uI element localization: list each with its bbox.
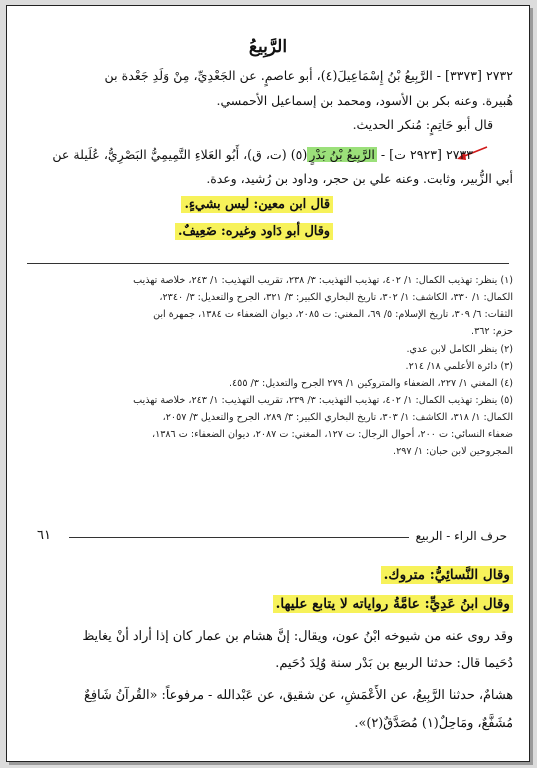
body-line: هشامٌ، حدثنا الرَّبِيعُ، عن الأَعْمَشِ، عن شقيق، عن عَبْدالله - مرفوعاً: «القُرآنُ شَافِعٌ bbox=[84, 688, 513, 703]
footnote-line: حزم: ٣٦٢. bbox=[471, 326, 513, 337]
body-line: وقد روى عنه من شيوخه ابْنُ عون، ويقال: إنَّ هشام بن عمار كان إذا أراد أنْ يغايظ bbox=[82, 629, 513, 644]
entry-2733-line1 bbox=[52, 149, 473, 162]
quote-ibn-adi bbox=[273, 598, 513, 612]
quote-nasai bbox=[381, 569, 513, 583]
footnote-line: الثقات: ٦/ ٣٠٩، تاريخ الإسلام: ٥/ ٦٩، المغني: ت ٢٠٨٥، ديوان الضعفاء ت ١٣٨٤، جمهرة ابن bbox=[153, 309, 513, 320]
entry-2733-line2: أبي الزُّبير، وثابت. وعنه علي بن حجر، وداود بن رُشيد، وعدة. bbox=[206, 171, 513, 186]
footnote-line: (٥) ينظر: تهذيب الكمال: ١/ ٤٠٢، تهذيب التهذيب: ٣/ ٢٣٩، تقريب التهذيب: ١/ ٢٤٣، خلاصة تهذيب bbox=[133, 395, 513, 406]
body-line: مُشَفَّعٌ، ومَاحِلٌ(١) مُصَدَّقٌ(٢)». bbox=[354, 716, 513, 731]
footnote-line: (٢) ينظر الكامل لابن عدي. bbox=[406, 344, 513, 355]
page-header-rule bbox=[69, 537, 409, 538]
highlighted-name: الرَّبِيعُ بْنُ بَدْرٍ bbox=[309, 147, 375, 162]
entry-2732-line2: هُبيرة. وعنه بكر بن الأسود، ومحمد بن إسماعيل الأحمسي. bbox=[216, 93, 513, 108]
quote-abu-dawud bbox=[175, 226, 333, 239]
quote-nasai-text: وقال النَّسائِيُّ: متروك. bbox=[381, 566, 513, 584]
entry-2733-prefix: ٢٧٣٣ [٢٩٢٣ ت] - bbox=[380, 147, 473, 162]
footnote-line: الكمال: ١/ ٣١٨، الكاشف: ١/ ٣٠٣، تاريخ البخاري الكبير: ٣/ ٢٨٩، الجرح والتعديل ٣/ ٢٠٥٧، bbox=[162, 412, 513, 423]
section-title: الرَّبِيعُ bbox=[248, 37, 288, 57]
quote-abu-dawud-text: وقال أبو دَاود وغيره: ضَعِيفٌ. bbox=[175, 223, 333, 240]
footnote-line: (٤) المغني ١/ ٢٢٧، الضعفاء والمتروكين ١/ ٢٧٩ الجرح والتعديل: ٣/ ٤٥٥. bbox=[228, 378, 513, 389]
entry-2732-quote: قال أبو حَاتِمٍ: مُنكر الحديث. bbox=[352, 117, 493, 132]
footnote-line: ضعفاء النسائي: ت ٢٠٠، أحوال الرجال: ت ١٢٧، المغني: ت ٢٠٨٧، ديوان الضعفاء: ت ١٣٨٦، bbox=[151, 429, 513, 440]
entry-2732-line1: ٢٧٣٢ [٣٣٧٣] - الرَّبِيعُ بْنُ إِسْمَاعِيلَ(٤)، أبو عاصمٍ. عن الجَعْدِيِّ، مِنْ وَلَدِ جَعْدة بن bbox=[104, 68, 513, 83]
page-number: ٦١ bbox=[37, 528, 51, 543]
footnote-line: (١) ينظر: تهذيب الكمال: ١/ ٤٠٢، تهذيب التهذيب: ٣/ ٢٣٨، تقريب التهذيب: ١/ ٢٤٣، خلاصة تهذيب bbox=[133, 275, 513, 286]
quote-ibn-maeen-text: قال ابن معين: ليس بشيءٍ. bbox=[181, 196, 333, 213]
document-page bbox=[6, 5, 530, 762]
quote-ibn-adi-text: وقال ابنُ عَدِيٍّ: عامَّةُ رواياته لا يتابع عليها. bbox=[273, 595, 513, 613]
footnote-divider bbox=[27, 263, 509, 264]
footnote-line: الكمال: ١/ ٣٣٠، الكاشف: ١/ ٣٠٢، تاريخ البخاري الكبير: ٣/ ٣٢١، الجرح والتعديل: ٣/ ٢٣٤٠، bbox=[159, 292, 513, 303]
footnote-line: (٣) دائرة الأعلمي ١٨/ ٢١٤. bbox=[405, 361, 513, 372]
quote-ibn-maeen bbox=[181, 199, 333, 212]
entry-2733-rest: (٥) (ت، ق)، أَبُو العَلاءِ التَّمِيمِيُّ البَصْرِيُّ، عُلَيلة عن bbox=[52, 147, 308, 162]
footnote-line: المجروحين لابن حبان: ١/ ٢٩٧. bbox=[393, 446, 513, 457]
page-header-title: حرف الراء - الربيع bbox=[415, 529, 507, 543]
body-line: دُحَيما قال: حدثنا الربيع بن بَدْر سنة وُلِدَ دُحَيم. bbox=[275, 656, 513, 671]
